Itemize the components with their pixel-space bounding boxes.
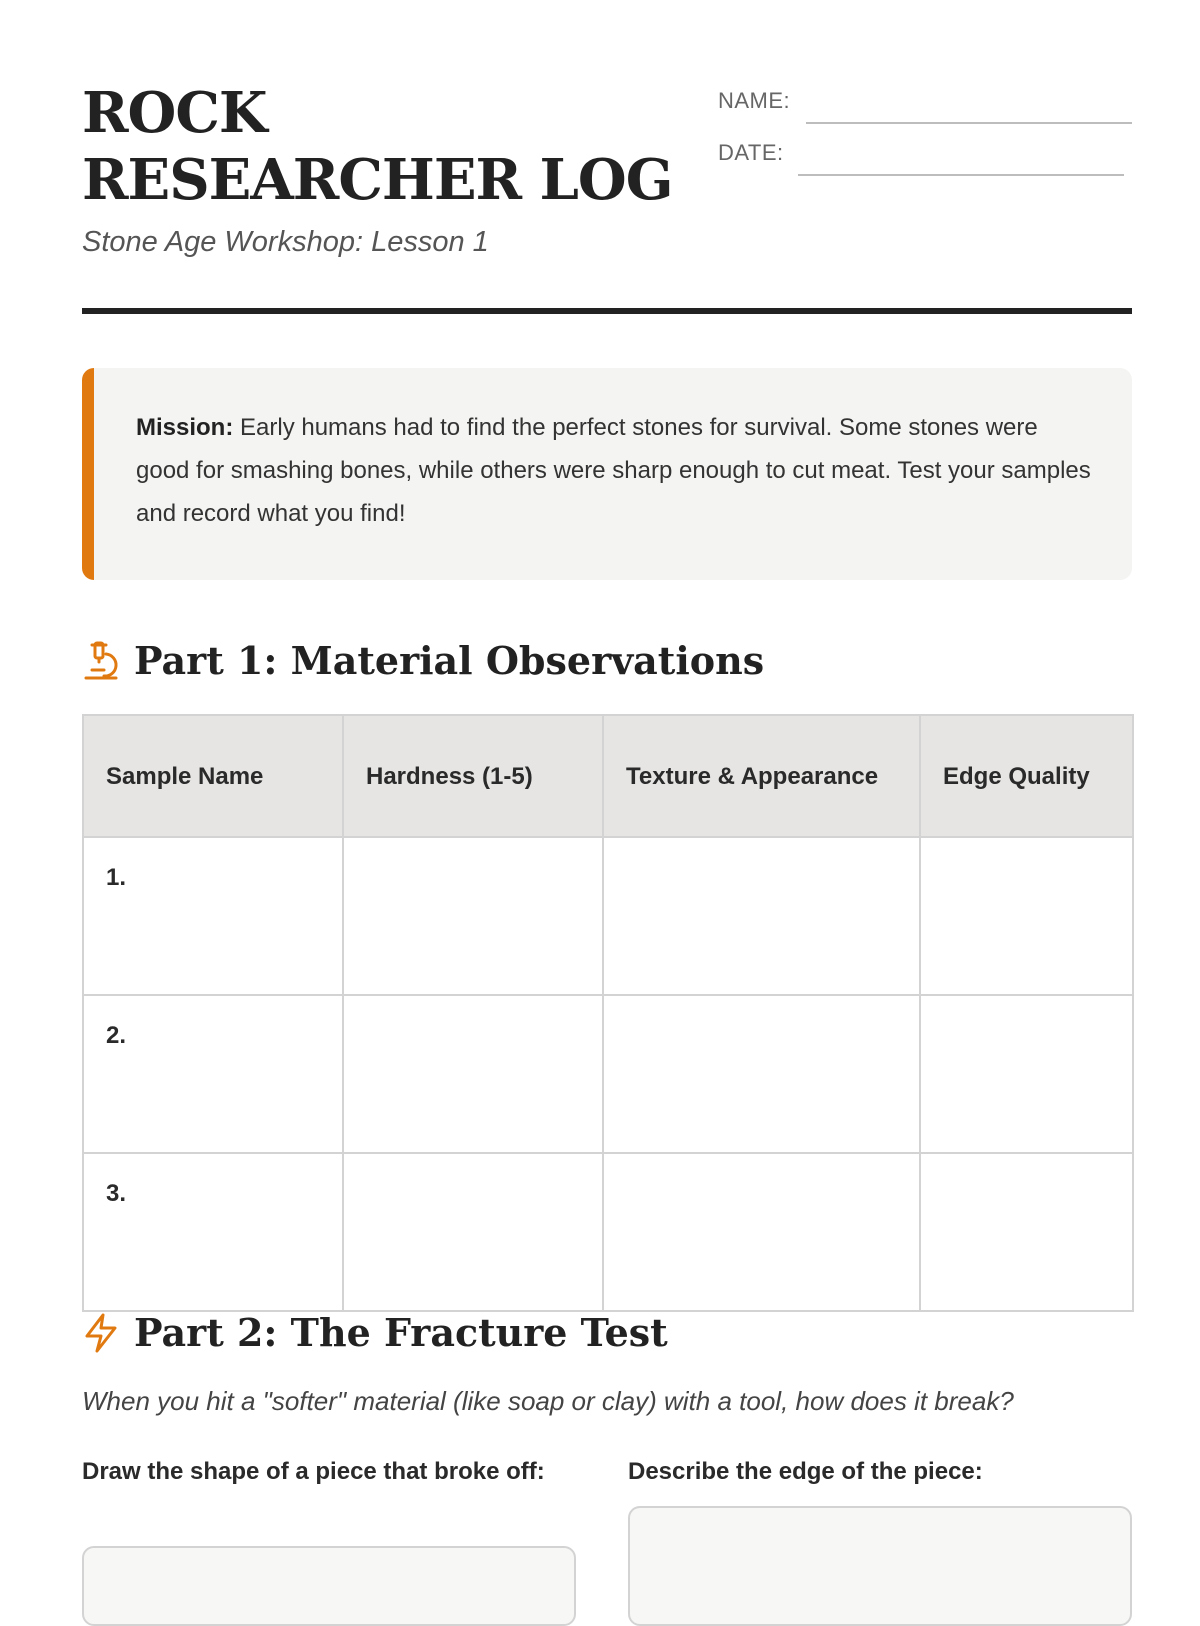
microscope-icon <box>82 640 120 682</box>
name-field[interactable] <box>718 84 1132 124</box>
header <box>82 80 1132 320</box>
column-header: Sample Name <box>83 715 343 837</box>
part1-title: Part 1: Material Observations <box>134 638 765 683</box>
date-line[interactable] <box>798 174 1124 176</box>
date-field[interactable] <box>718 136 1124 176</box>
part2-heading <box>82 1308 1132 1358</box>
drawing-box[interactable] <box>82 1546 576 1626</box>
table-row <box>83 1153 1133 1311</box>
fracture-prompt: When you hit a "softer" material (like soap or clay) with a tool, how does it break? <box>82 1386 1014 1416</box>
column-header: Edge Quality <box>920 715 1133 837</box>
hardness-cell[interactable] <box>343 1153 603 1311</box>
description-box[interactable] <box>628 1506 1132 1626</box>
texture-cell[interactable] <box>603 1153 920 1311</box>
sample-cell[interactable]: 3. <box>83 1153 343 1311</box>
lightning-icon <box>82 1312 120 1354</box>
mission-label: Mission: <box>136 414 234 441</box>
texture-cell[interactable] <box>603 995 920 1153</box>
table-row <box>83 995 1133 1153</box>
column-header: Hardness (1-5) <box>343 715 603 837</box>
name-label: NAME: <box>718 88 791 113</box>
edge-cell[interactable] <box>920 837 1133 995</box>
hardness-cell[interactable] <box>343 837 603 995</box>
page-title: ROCK RESEARCHER LOG <box>82 80 673 213</box>
mission-text: Early humans had to find the perfect stones for survival. Some stones were good for smashing bones, while others were sharp enough to cut meat. Test your samples and record what you find! <box>136 414 1091 527</box>
date-label: DATE: <box>718 140 784 165</box>
part1-heading <box>82 636 1132 686</box>
hardness-cell[interactable] <box>343 995 603 1153</box>
edge-cell[interactable] <box>920 995 1133 1153</box>
texture-cell[interactable] <box>603 837 920 995</box>
table-header-row <box>83 715 1133 837</box>
describe-label: Describe the edge of the piece: <box>628 1458 983 1485</box>
page-subtitle: Stone Age Workshop: Lesson 1 <box>82 226 489 258</box>
name-line[interactable] <box>806 122 1132 124</box>
table-row <box>83 837 1133 995</box>
mission-callout <box>82 368 1132 580</box>
observations-table <box>82 714 1134 1312</box>
part2-title: Part 2: The Fracture Test <box>134 1310 668 1355</box>
sample-cell[interactable]: 1. <box>83 837 343 995</box>
header-divider <box>82 308 1132 314</box>
edge-cell[interactable] <box>920 1153 1133 1311</box>
draw-label: Draw the shape of a piece that broke off: <box>82 1458 545 1485</box>
sample-cell[interactable]: 2. <box>83 995 343 1153</box>
column-header: Texture & Appearance <box>603 715 920 837</box>
